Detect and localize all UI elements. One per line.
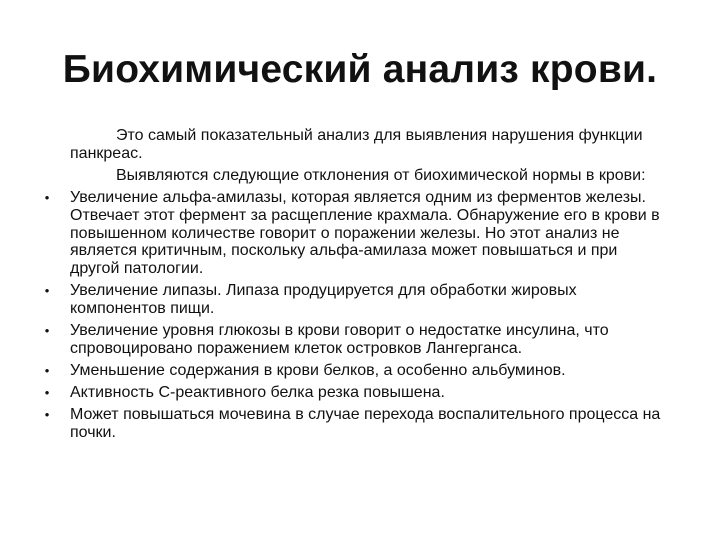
- list-item-text: Активность С-реактивного белка резка повышена.: [70, 383, 445, 401]
- lead-text: Выявляются следующие отклонения от биохимической нормы в крови:: [116, 166, 646, 184]
- list-item: [40, 282, 668, 318]
- list-item-text: Увеличение альфа-амилазы, которая является одним из ферментов железы. Отвечает этот фермент за расщепление крахмала. Обнаружение его в крови в повышенном количестве говорит о поражении железы. Но этот анализ не является критичным, поскольку альфа-амилаза может повышаться и при другой патологии.: [70, 188, 660, 278]
- bullet-icon: •: [44, 323, 50, 339]
- slide-title: Биохимический анализ крови.: [62, 48, 658, 91]
- bullet-icon: •: [44, 406, 50, 422]
- slide-body: [40, 127, 668, 446]
- list-item: [40, 406, 668, 442]
- list-item: [40, 189, 668, 279]
- bullet-icon: •: [44, 362, 50, 378]
- list-item-text: Может повышаться мочевина в случае перехода воспалительного процесса на почки.: [70, 405, 661, 441]
- list-item: [40, 322, 668, 358]
- intro-paragraph: [40, 127, 668, 163]
- bullet-icon: •: [44, 283, 50, 299]
- lead-paragraph: [40, 167, 668, 185]
- bullet-list: [40, 189, 668, 442]
- list-item-text: Уменьшение содержания в крови белков, а особенно альбуминов.: [70, 361, 566, 379]
- bullet-icon: •: [44, 384, 50, 400]
- list-item: [40, 384, 668, 402]
- list-item: [40, 362, 668, 380]
- list-item-text: Увеличение уровня глюкозы в крови говорит о недостатке инсулина, что спровоцировано поражением клеток островков Лангерганса.: [70, 322, 609, 357]
- list-item-text: Увеличение липазы. Липаза продуцируется для обработки жировых компонентов пищи.: [70, 282, 577, 318]
- intro-text: Это самый показательный анализ для выявления нарушения функции панкреас.: [70, 127, 643, 162]
- bullet-icon: •: [44, 189, 50, 205]
